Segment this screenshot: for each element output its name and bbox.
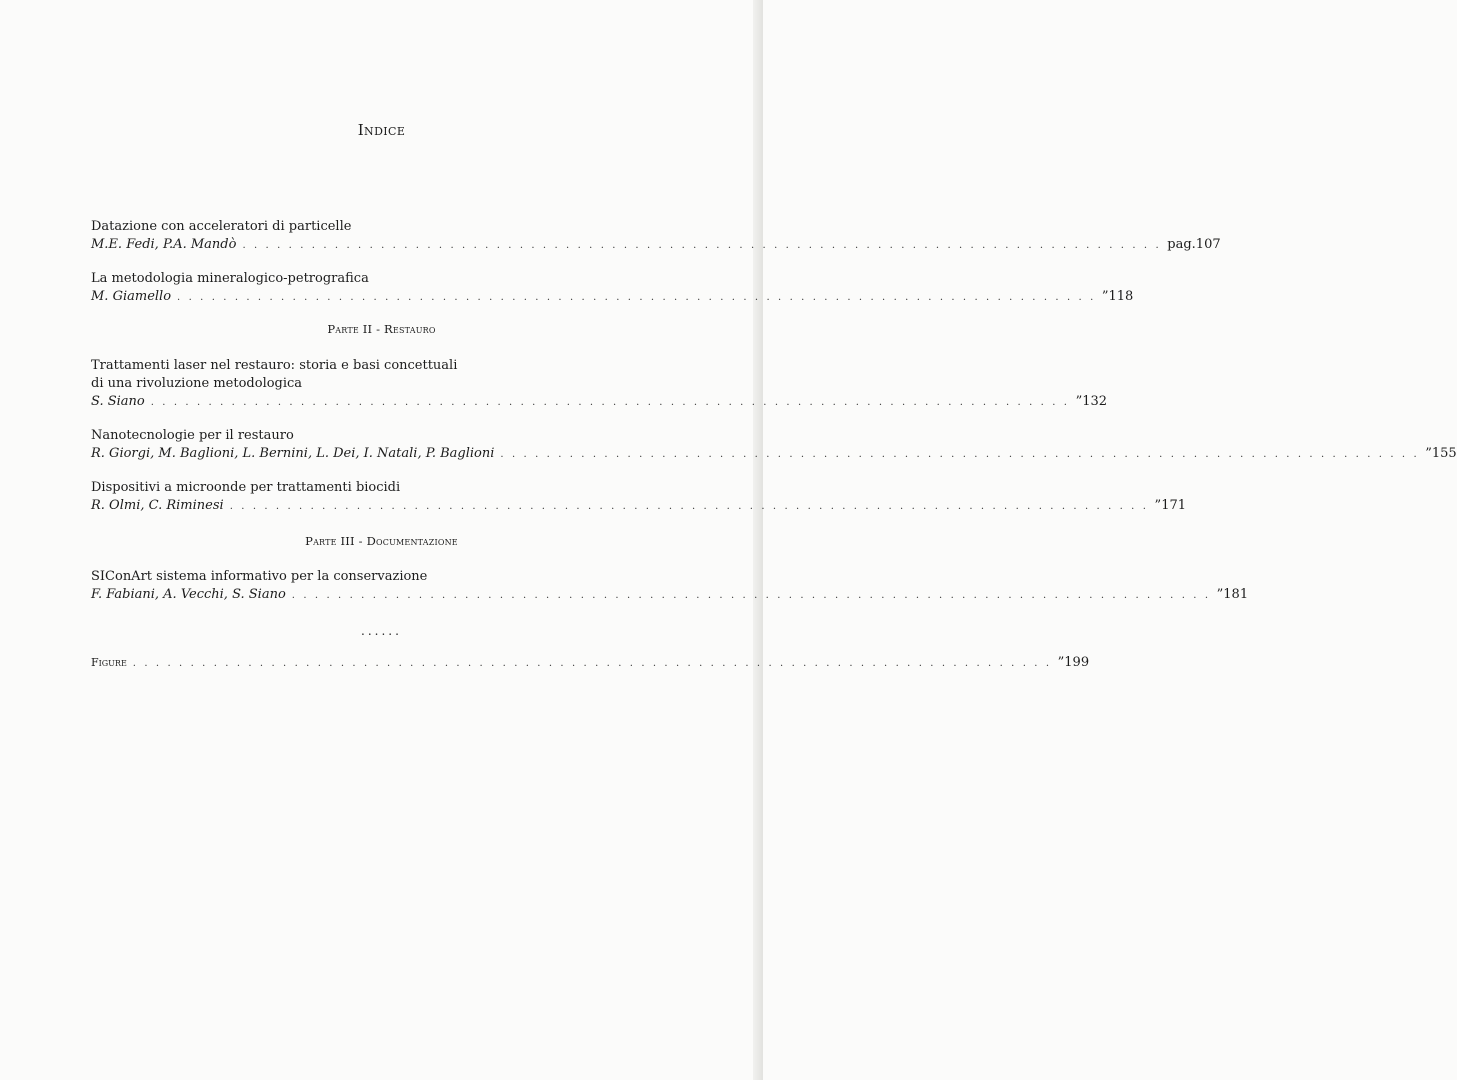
entry-author-row [91,497,1187,515]
section-heading-restauro: Parte II - Restauro [327,322,436,336]
toc-entry [91,270,1134,306]
leader-dots: . . . . . . . . . . . . . . . . . . . . . . . . . . . . . . . . . . . . . . . . . . . . . . . . . . . . . . . . . . . . . . . . . . . . . . . . . . . . . . . . [177,292,1096,303]
entry-title: Trattamenti laser nel restauro: storia e basi concettuali [91,358,458,373]
entry-author-row [91,393,1108,411]
page-number: 118 [1108,289,1134,304]
leader-dots: . . . . . . . . . . . . . . . . . . . . . . . . . . . . . . . . . . . . . . . . . . . . . . . . . . . . . . . . . . . . . . . . . . . . . . . . . . . . . . . . [500,449,1420,460]
page-prefix: ” [1075,394,1083,409]
section-heading-documentazione: Parte III - Documentazione [305,534,458,548]
entry-author-row [91,288,1134,306]
page-number: 171 [1161,498,1187,513]
page-prefix: ” [1101,289,1109,304]
entry-author-row [91,445,1457,463]
entry-authors: R. Giorgi, M. Baglioni, L. Bernini, L. Dei, I. Natali, P. Baglioni [91,446,495,461]
leader-dots: . . . . . . . . . . . . . . . . . . . . . . . . . . . . . . . . . . . . . . . . . . . . . . . . . . . . . . . . . . . . . . . . . . . . . . . . . . . . . . . . [242,240,1162,251]
page-number: 132 [1082,394,1108,409]
entry-authors: M.E. Fedi, P.A. Mandò [91,237,237,252]
entry-authors: S. Siano [91,394,145,409]
page-prefix: ” [1425,446,1432,461]
page-prefix: ” [1154,498,1162,513]
entry-authors: R. Olmi, C. Riminesi [91,498,224,513]
figures-label: Figure [91,656,127,669]
toc-entry [91,218,1221,254]
entry-title: Datazione con acceleratori di particelle [91,219,352,234]
leader-dots: . . . . . . . . . . . . . . . . . . . . . . . . . . . . . . . . . . . . . . . . . . . . . . . . . . . . . . . . . . . . . . . . . . . . . . . . . . . . . . . . [229,501,1149,512]
leader-dots: . . . . . . . . . . . . . . . . . . . . . . . . . . . . . . . . . . . . . . . . . . . . . . . . . . . . . . . . . . . . . . . . . . . . . . . . . . . . . . . . [150,397,1070,408]
entry-title: SIConArt sistema informativo per la conservazione [91,569,428,584]
page-number: 107 [1195,237,1221,252]
toc-entry-figures [91,654,1090,672]
entry-author-row [91,236,1221,254]
page-number: 199 [1064,655,1090,670]
leader-dots: . . . . . . . . . . . . . . . . . . . . . . . . . . . . . . . . . . . . . . . . . . . . . . . . . . . . . . . . . . . . . . . . . . . . . . . . . . . . . . . . [132,658,1052,669]
entry-title: Dispositivi a microonde per trattamenti biocidi [91,480,401,495]
page-prefix: pag. [1167,237,1196,252]
toc-entry [91,357,1108,411]
page-title: Indice [357,121,406,139]
page-prefix: ” [1216,587,1224,602]
toc-entry [91,427,1457,463]
entry-authors: M. Giamello [91,289,172,304]
page-number: 155 [1431,446,1457,461]
entry-title-continued: di una rivoluzione metodologica [91,376,303,391]
toc-entry [91,568,1249,604]
toc-entry [91,479,1187,515]
entry-title: La metodologia mineralogico-petrografica [91,271,369,286]
entry-authors: F. Fabiani, A. Vecchi, S. Siano [91,587,286,602]
entry-title: Nanotecnologie per il restauro [91,428,294,443]
page-number: 181 [1223,587,1249,602]
separator-dots: ...... [361,624,402,638]
entry-author-row [91,586,1249,604]
page-prefix: ” [1057,655,1065,670]
leader-dots: . . . . . . . . . . . . . . . . . . . . . . . . . . . . . . . . . . . . . . . . . . . . . . . . . . . . . . . . . . . . . . . . . . . . . . . . . . . . . . . . [291,590,1211,601]
figures-row [91,654,1090,672]
